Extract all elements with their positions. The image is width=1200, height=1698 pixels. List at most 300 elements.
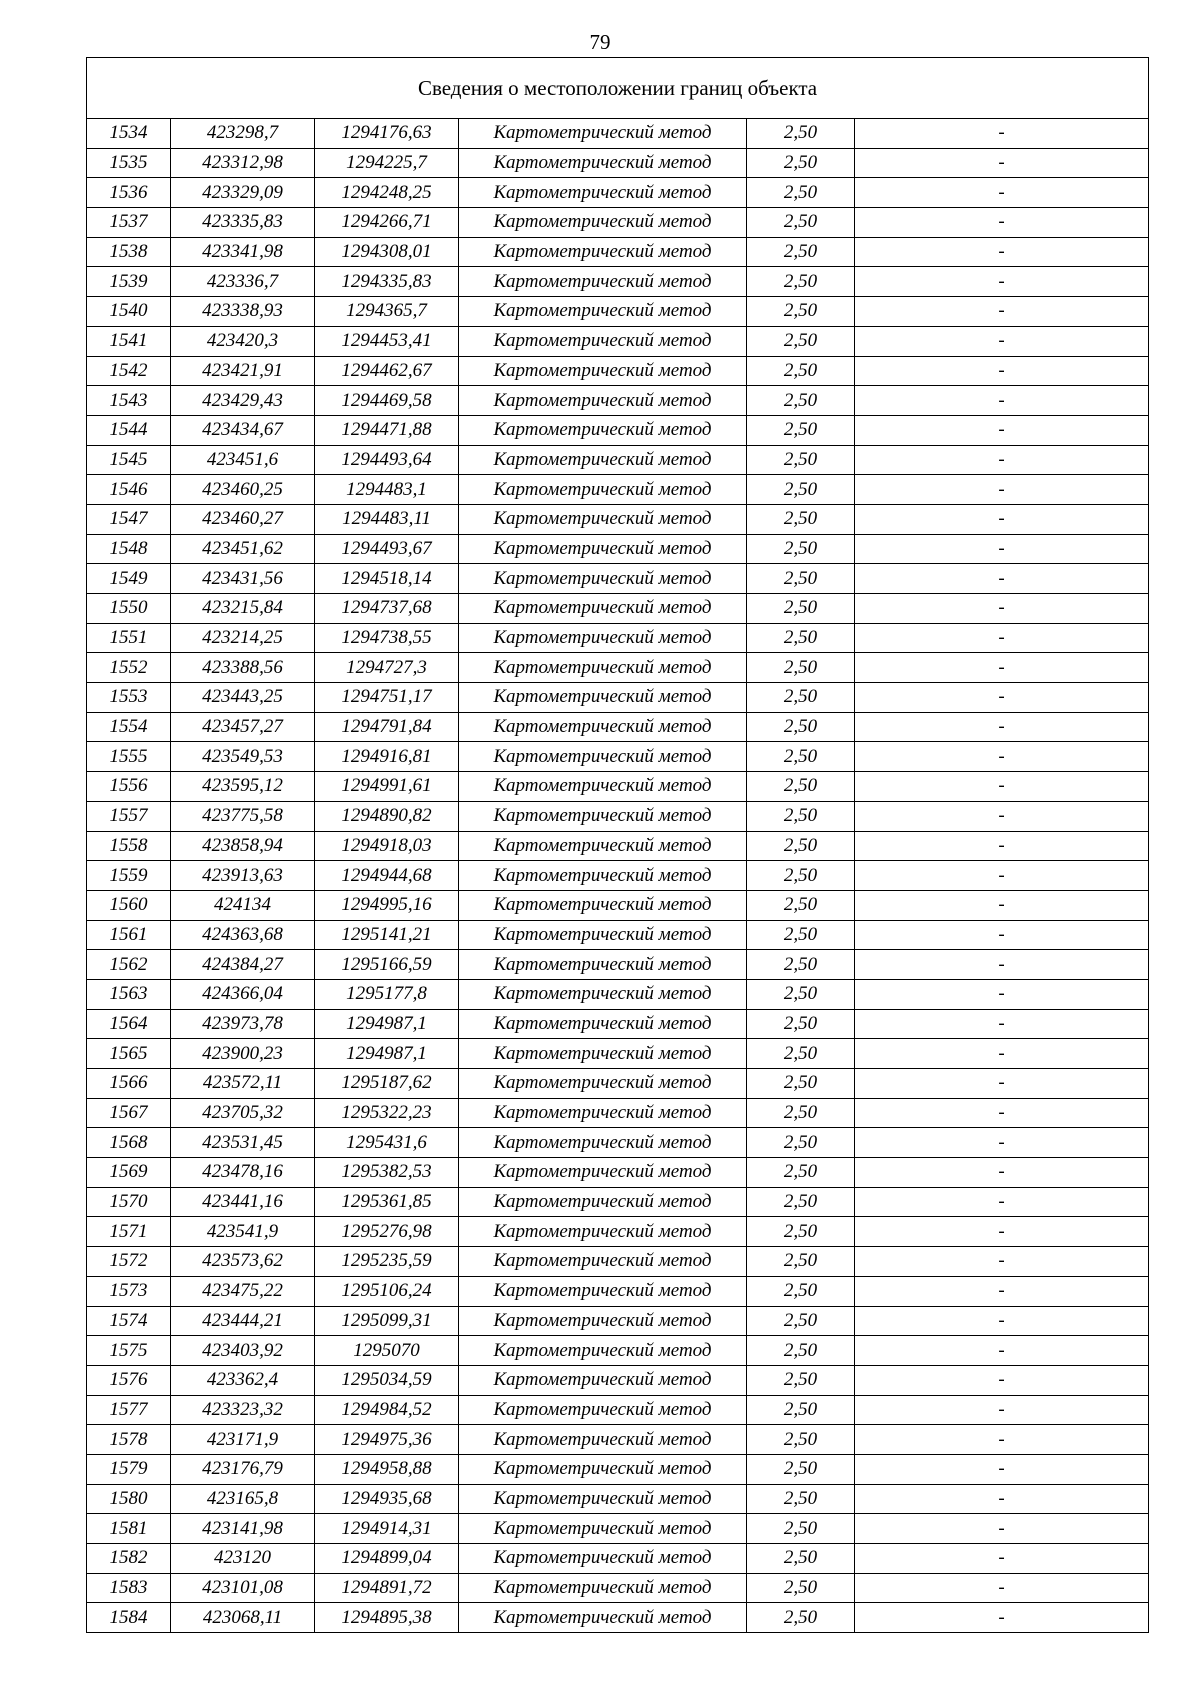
table-row — [87, 861, 1149, 891]
method-cell: Картометрический метод — [459, 1247, 747, 1277]
y-coordinate-cell: 1294462,67 — [315, 356, 459, 386]
y-coordinate-cell: 1294987,1 — [315, 1039, 459, 1069]
accuracy-cell: 2,50 — [747, 950, 855, 980]
description-cell: - — [855, 1336, 1149, 1366]
point-number-cell: 1551 — [87, 623, 171, 653]
accuracy-cell: 2,50 — [747, 445, 855, 475]
y-coordinate-cell: 1294935,68 — [315, 1484, 459, 1514]
y-coordinate-cell: 1294944,68 — [315, 861, 459, 891]
table-row — [87, 920, 1149, 950]
point-number-cell: 1576 — [87, 1365, 171, 1395]
point-number-cell: 1534 — [87, 119, 171, 149]
point-number-cell: 1555 — [87, 742, 171, 772]
point-number-cell: 1546 — [87, 475, 171, 505]
x-coordinate-cell: 423460,25 — [171, 475, 315, 505]
y-coordinate-cell: 1295382,53 — [315, 1158, 459, 1188]
table-row — [87, 801, 1149, 831]
table-row — [87, 742, 1149, 772]
accuracy-cell: 2,50 — [747, 1306, 855, 1336]
accuracy-cell: 2,50 — [747, 1573, 855, 1603]
y-coordinate-cell: 1294469,58 — [315, 386, 459, 416]
table-row — [87, 534, 1149, 564]
description-cell: - — [855, 504, 1149, 534]
x-coordinate-cell: 423460,27 — [171, 504, 315, 534]
accuracy-cell: 2,50 — [747, 712, 855, 742]
accuracy-cell: 2,50 — [747, 1484, 855, 1514]
description-cell: - — [855, 861, 1149, 891]
method-cell: Картометрический метод — [459, 979, 747, 1009]
table-row — [87, 1128, 1149, 1158]
accuracy-cell: 2,50 — [747, 504, 855, 534]
x-coordinate-cell: 423429,43 — [171, 386, 315, 416]
table-row — [87, 178, 1149, 208]
description-cell: - — [855, 475, 1149, 505]
method-cell: Картометрический метод — [459, 297, 747, 327]
description-cell: - — [855, 1484, 1149, 1514]
description-cell: - — [855, 1276, 1149, 1306]
x-coordinate-cell: 424366,04 — [171, 979, 315, 1009]
description-cell: - — [855, 1009, 1149, 1039]
y-coordinate-cell: 1295166,59 — [315, 950, 459, 980]
method-cell: Картометрический метод — [459, 920, 747, 950]
y-coordinate-cell: 1295106,24 — [315, 1276, 459, 1306]
description-cell: - — [855, 119, 1149, 149]
method-cell: Картометрический метод — [459, 950, 747, 980]
method-cell: Картометрический метод — [459, 504, 747, 534]
point-number-cell: 1584 — [87, 1603, 171, 1633]
x-coordinate-cell: 423101,08 — [171, 1573, 315, 1603]
method-cell: Картометрический метод — [459, 237, 747, 267]
accuracy-cell: 2,50 — [747, 1009, 855, 1039]
x-coordinate-cell: 423068,11 — [171, 1603, 315, 1633]
x-coordinate-cell: 423323,32 — [171, 1395, 315, 1425]
table-row — [87, 119, 1149, 149]
accuracy-cell: 2,50 — [747, 326, 855, 356]
x-coordinate-cell: 423171,9 — [171, 1425, 315, 1455]
x-coordinate-cell: 424363,68 — [171, 920, 315, 950]
point-number-cell: 1547 — [87, 504, 171, 534]
table-row — [87, 475, 1149, 505]
y-coordinate-cell: 1294308,01 — [315, 237, 459, 267]
accuracy-cell: 2,50 — [747, 564, 855, 594]
method-cell: Картометрический метод — [459, 208, 747, 238]
y-coordinate-cell: 1295034,59 — [315, 1365, 459, 1395]
accuracy-cell: 2,50 — [747, 1544, 855, 1574]
table-row — [87, 1098, 1149, 1128]
method-cell: Картометрический метод — [459, 594, 747, 624]
table-row — [87, 504, 1149, 534]
x-coordinate-cell: 423420,3 — [171, 326, 315, 356]
accuracy-cell: 2,50 — [747, 1039, 855, 1069]
method-cell: Картометрический метод — [459, 653, 747, 683]
method-cell: Картометрический метод — [459, 1158, 747, 1188]
y-coordinate-cell: 1294918,03 — [315, 831, 459, 861]
table-row — [87, 1187, 1149, 1217]
table-row — [87, 1454, 1149, 1484]
y-coordinate-cell: 1294737,68 — [315, 594, 459, 624]
point-number-cell: 1572 — [87, 1247, 171, 1277]
description-cell: - — [855, 742, 1149, 772]
point-number-cell: 1553 — [87, 683, 171, 713]
x-coordinate-cell: 423298,7 — [171, 119, 315, 149]
method-cell: Картометрический метод — [459, 1544, 747, 1574]
description-cell: - — [855, 1247, 1149, 1277]
y-coordinate-cell: 1294493,67 — [315, 534, 459, 564]
y-coordinate-cell: 1294483,11 — [315, 504, 459, 534]
description-cell: - — [855, 267, 1149, 297]
y-coordinate-cell: 1295235,59 — [315, 1247, 459, 1277]
x-coordinate-cell: 423362,4 — [171, 1365, 315, 1395]
accuracy-cell: 2,50 — [747, 534, 855, 564]
accuracy-cell: 2,50 — [747, 979, 855, 1009]
accuracy-cell: 2,50 — [747, 148, 855, 178]
x-coordinate-cell: 423441,16 — [171, 1187, 315, 1217]
boundary-coordinates-table — [86, 57, 1149, 1633]
point-number-cell: 1561 — [87, 920, 171, 950]
method-cell: Картометрический метод — [459, 1395, 747, 1425]
description-cell: - — [855, 237, 1149, 267]
x-coordinate-cell: 423443,25 — [171, 683, 315, 713]
table-row — [87, 653, 1149, 683]
description-cell: - — [855, 445, 1149, 475]
table-row — [87, 1247, 1149, 1277]
y-coordinate-cell: 1294225,7 — [315, 148, 459, 178]
y-coordinate-cell: 1294751,17 — [315, 683, 459, 713]
x-coordinate-cell: 423388,56 — [171, 653, 315, 683]
x-coordinate-cell: 423451,62 — [171, 534, 315, 564]
point-number-cell: 1543 — [87, 386, 171, 416]
page-number: 79 — [589, 30, 611, 54]
accuracy-cell: 2,50 — [747, 742, 855, 772]
accuracy-cell: 2,50 — [747, 1425, 855, 1455]
table-row — [87, 1544, 1149, 1574]
point-number-cell: 1562 — [87, 950, 171, 980]
y-coordinate-cell: 1295361,85 — [315, 1187, 459, 1217]
description-cell: - — [855, 950, 1149, 980]
table-row — [87, 356, 1149, 386]
y-coordinate-cell: 1294916,81 — [315, 742, 459, 772]
y-coordinate-cell: 1294984,52 — [315, 1395, 459, 1425]
table-row — [87, 267, 1149, 297]
x-coordinate-cell: 423421,91 — [171, 356, 315, 386]
table-row — [87, 1336, 1149, 1366]
table-row — [87, 1484, 1149, 1514]
description-cell: - — [855, 1128, 1149, 1158]
x-coordinate-cell: 423457,27 — [171, 712, 315, 742]
accuracy-cell: 2,50 — [747, 831, 855, 861]
accuracy-cell: 2,50 — [747, 415, 855, 445]
x-coordinate-cell: 423120 — [171, 1544, 315, 1574]
description-cell: - — [855, 564, 1149, 594]
point-number-cell: 1549 — [87, 564, 171, 594]
table-row — [87, 1395, 1149, 1425]
table-row — [87, 890, 1149, 920]
point-number-cell: 1570 — [87, 1187, 171, 1217]
description-cell: - — [855, 415, 1149, 445]
x-coordinate-cell: 423549,53 — [171, 742, 315, 772]
table-row — [87, 1217, 1149, 1247]
method-cell: Картометрический метод — [459, 1306, 747, 1336]
description-cell: - — [855, 594, 1149, 624]
point-number-cell: 1569 — [87, 1158, 171, 1188]
y-coordinate-cell: 1295177,8 — [315, 979, 459, 1009]
method-cell: Картометрический метод — [459, 564, 747, 594]
y-coordinate-cell: 1294987,1 — [315, 1009, 459, 1039]
x-coordinate-cell: 423775,58 — [171, 801, 315, 831]
y-coordinate-cell: 1294738,55 — [315, 623, 459, 653]
y-coordinate-cell: 1295431,6 — [315, 1128, 459, 1158]
point-number-cell: 1541 — [87, 326, 171, 356]
accuracy-cell: 2,50 — [747, 237, 855, 267]
method-cell: Картометрический метод — [459, 1069, 747, 1099]
table-row — [87, 1425, 1149, 1455]
description-cell: - — [855, 920, 1149, 950]
method-cell: Картометрический метод — [459, 1425, 747, 1455]
method-cell: Картометрический метод — [459, 801, 747, 831]
point-number-cell: 1540 — [87, 297, 171, 327]
method-cell: Картометрический метод — [459, 831, 747, 861]
table-row — [87, 208, 1149, 238]
method-cell: Картометрический метод — [459, 742, 747, 772]
description-cell: - — [855, 534, 1149, 564]
x-coordinate-cell: 423973,78 — [171, 1009, 315, 1039]
method-cell: Картометрический метод — [459, 1365, 747, 1395]
point-number-cell: 1552 — [87, 653, 171, 683]
method-cell: Картометрический метод — [459, 178, 747, 208]
table-row — [87, 1039, 1149, 1069]
point-number-cell: 1542 — [87, 356, 171, 386]
point-number-cell: 1557 — [87, 801, 171, 831]
description-cell: - — [855, 1454, 1149, 1484]
x-coordinate-cell: 423215,84 — [171, 594, 315, 624]
method-cell: Картометрический метод — [459, 445, 747, 475]
method-cell: Картометрический метод — [459, 890, 747, 920]
table-row — [87, 1573, 1149, 1603]
method-cell: Картометрический метод — [459, 415, 747, 445]
point-number-cell: 1580 — [87, 1484, 171, 1514]
method-cell: Картометрический метод — [459, 475, 747, 505]
point-number-cell: 1544 — [87, 415, 171, 445]
accuracy-cell: 2,50 — [747, 1217, 855, 1247]
description-cell: - — [855, 623, 1149, 653]
x-coordinate-cell: 424134 — [171, 890, 315, 920]
y-coordinate-cell: 1294335,83 — [315, 267, 459, 297]
description-cell: - — [855, 831, 1149, 861]
y-coordinate-cell: 1294365,7 — [315, 297, 459, 327]
y-coordinate-cell: 1294899,04 — [315, 1544, 459, 1574]
point-number-cell: 1559 — [87, 861, 171, 891]
accuracy-cell: 2,50 — [747, 1128, 855, 1158]
accuracy-cell: 2,50 — [747, 1098, 855, 1128]
point-number-cell: 1535 — [87, 148, 171, 178]
y-coordinate-cell: 1294518,14 — [315, 564, 459, 594]
accuracy-cell: 2,50 — [747, 623, 855, 653]
description-cell: - — [855, 1365, 1149, 1395]
y-coordinate-cell: 1294890,82 — [315, 801, 459, 831]
table-row — [87, 712, 1149, 742]
x-coordinate-cell: 423531,45 — [171, 1128, 315, 1158]
accuracy-cell: 2,50 — [747, 1247, 855, 1277]
description-cell: - — [855, 326, 1149, 356]
y-coordinate-cell: 1294914,31 — [315, 1514, 459, 1544]
point-number-cell: 1574 — [87, 1306, 171, 1336]
y-coordinate-cell: 1295187,62 — [315, 1069, 459, 1099]
description-cell: - — [855, 683, 1149, 713]
description-cell: - — [855, 178, 1149, 208]
point-number-cell: 1560 — [87, 890, 171, 920]
method-cell: Картометрический метод — [459, 356, 747, 386]
accuracy-cell: 2,50 — [747, 920, 855, 950]
point-number-cell: 1571 — [87, 1217, 171, 1247]
accuracy-cell: 2,50 — [747, 267, 855, 297]
y-coordinate-cell: 1294248,25 — [315, 178, 459, 208]
x-coordinate-cell: 423478,16 — [171, 1158, 315, 1188]
method-cell: Картометрический метод — [459, 861, 747, 891]
table-row — [87, 237, 1149, 267]
y-coordinate-cell: 1294975,36 — [315, 1425, 459, 1455]
point-number-cell: 1538 — [87, 237, 171, 267]
table-row — [87, 415, 1149, 445]
table-row — [87, 950, 1149, 980]
accuracy-cell: 2,50 — [747, 1187, 855, 1217]
table-row — [87, 564, 1149, 594]
table-title: Сведения о местоположении границ объекта — [87, 58, 1149, 119]
method-cell: Картометрический метод — [459, 386, 747, 416]
x-coordinate-cell: 423312,98 — [171, 148, 315, 178]
accuracy-cell: 2,50 — [747, 1158, 855, 1188]
accuracy-cell: 2,50 — [747, 772, 855, 802]
method-cell: Картометрический метод — [459, 1276, 747, 1306]
y-coordinate-cell: 1295141,21 — [315, 920, 459, 950]
table-row — [87, 1158, 1149, 1188]
method-cell: Картометрический метод — [459, 1128, 747, 1158]
y-coordinate-cell: 1294266,71 — [315, 208, 459, 238]
x-coordinate-cell: 423165,8 — [171, 1484, 315, 1514]
y-coordinate-cell: 1294891,72 — [315, 1573, 459, 1603]
point-number-cell: 1582 — [87, 1544, 171, 1574]
accuracy-cell: 2,50 — [747, 119, 855, 149]
table-row — [87, 445, 1149, 475]
y-coordinate-cell: 1295099,31 — [315, 1306, 459, 1336]
y-coordinate-cell: 1294453,41 — [315, 326, 459, 356]
x-coordinate-cell: 423214,25 — [171, 623, 315, 653]
y-coordinate-cell: 1294483,1 — [315, 475, 459, 505]
description-cell: - — [855, 653, 1149, 683]
accuracy-cell: 2,50 — [747, 890, 855, 920]
accuracy-cell: 2,50 — [747, 1069, 855, 1099]
table-row — [87, 979, 1149, 1009]
method-cell: Картометрический метод — [459, 326, 747, 356]
y-coordinate-cell: 1294995,16 — [315, 890, 459, 920]
table-row — [87, 297, 1149, 327]
point-number-cell: 1583 — [87, 1573, 171, 1603]
point-number-cell: 1563 — [87, 979, 171, 1009]
table-row — [87, 623, 1149, 653]
table-row — [87, 1365, 1149, 1395]
point-number-cell: 1581 — [87, 1514, 171, 1544]
description-cell: - — [855, 1039, 1149, 1069]
x-coordinate-cell: 423176,79 — [171, 1454, 315, 1484]
method-cell: Картометрический метод — [459, 148, 747, 178]
y-coordinate-cell: 1294727,3 — [315, 653, 459, 683]
method-cell: Картометрический метод — [459, 712, 747, 742]
method-cell: Картометрический метод — [459, 1573, 747, 1603]
description-cell: - — [855, 1098, 1149, 1128]
y-coordinate-cell: 1295322,23 — [315, 1098, 459, 1128]
description-cell: - — [855, 1603, 1149, 1633]
description-cell: - — [855, 356, 1149, 386]
description-cell: - — [855, 208, 1149, 238]
y-coordinate-cell: 1294895,38 — [315, 1603, 459, 1633]
method-cell: Картометрический метод — [459, 1603, 747, 1633]
description-cell: - — [855, 297, 1149, 327]
description-cell: - — [855, 1069, 1149, 1099]
table-row — [87, 1069, 1149, 1099]
x-coordinate-cell: 423573,62 — [171, 1247, 315, 1277]
method-cell: Картометрический метод — [459, 1484, 747, 1514]
description-cell: - — [855, 386, 1149, 416]
x-coordinate-cell: 423329,09 — [171, 178, 315, 208]
x-coordinate-cell: 423541,9 — [171, 1217, 315, 1247]
table-row — [87, 1009, 1149, 1039]
method-cell: Картометрический метод — [459, 267, 747, 297]
point-number-cell: 1566 — [87, 1069, 171, 1099]
table-row — [87, 831, 1149, 861]
accuracy-cell: 2,50 — [747, 1276, 855, 1306]
y-coordinate-cell: 1295276,98 — [315, 1217, 459, 1247]
description-cell: - — [855, 1306, 1149, 1336]
accuracy-cell: 2,50 — [747, 1365, 855, 1395]
point-number-cell: 1577 — [87, 1395, 171, 1425]
point-number-cell: 1567 — [87, 1098, 171, 1128]
description-cell: - — [855, 712, 1149, 742]
point-number-cell: 1545 — [87, 445, 171, 475]
accuracy-cell: 2,50 — [747, 683, 855, 713]
description-cell: - — [855, 1544, 1149, 1574]
accuracy-cell: 2,50 — [747, 475, 855, 505]
point-number-cell: 1565 — [87, 1039, 171, 1069]
table-header-row — [87, 58, 1149, 119]
method-cell: Картометрический метод — [459, 1514, 747, 1544]
accuracy-cell: 2,50 — [747, 653, 855, 683]
table-row — [87, 386, 1149, 416]
accuracy-cell: 2,50 — [747, 1603, 855, 1633]
x-coordinate-cell: 423705,32 — [171, 1098, 315, 1128]
x-coordinate-cell: 423444,21 — [171, 1306, 315, 1336]
description-cell: - — [855, 148, 1149, 178]
accuracy-cell: 2,50 — [747, 1514, 855, 1544]
point-number-cell: 1578 — [87, 1425, 171, 1455]
y-coordinate-cell: 1294958,88 — [315, 1454, 459, 1484]
point-number-cell: 1539 — [87, 267, 171, 297]
description-cell: - — [855, 1158, 1149, 1188]
table-row — [87, 772, 1149, 802]
accuracy-cell: 2,50 — [747, 356, 855, 386]
x-coordinate-cell: 423341,98 — [171, 237, 315, 267]
x-coordinate-cell: 423336,7 — [171, 267, 315, 297]
description-cell: - — [855, 801, 1149, 831]
accuracy-cell: 2,50 — [747, 208, 855, 238]
x-coordinate-cell: 423403,92 — [171, 1336, 315, 1366]
x-coordinate-cell: 423141,98 — [171, 1514, 315, 1544]
accuracy-cell: 2,50 — [747, 1395, 855, 1425]
accuracy-cell: 2,50 — [747, 594, 855, 624]
y-coordinate-cell: 1294791,84 — [315, 712, 459, 742]
point-number-cell: 1573 — [87, 1276, 171, 1306]
table-row — [87, 1306, 1149, 1336]
accuracy-cell: 2,50 — [747, 801, 855, 831]
table-row — [87, 1276, 1149, 1306]
